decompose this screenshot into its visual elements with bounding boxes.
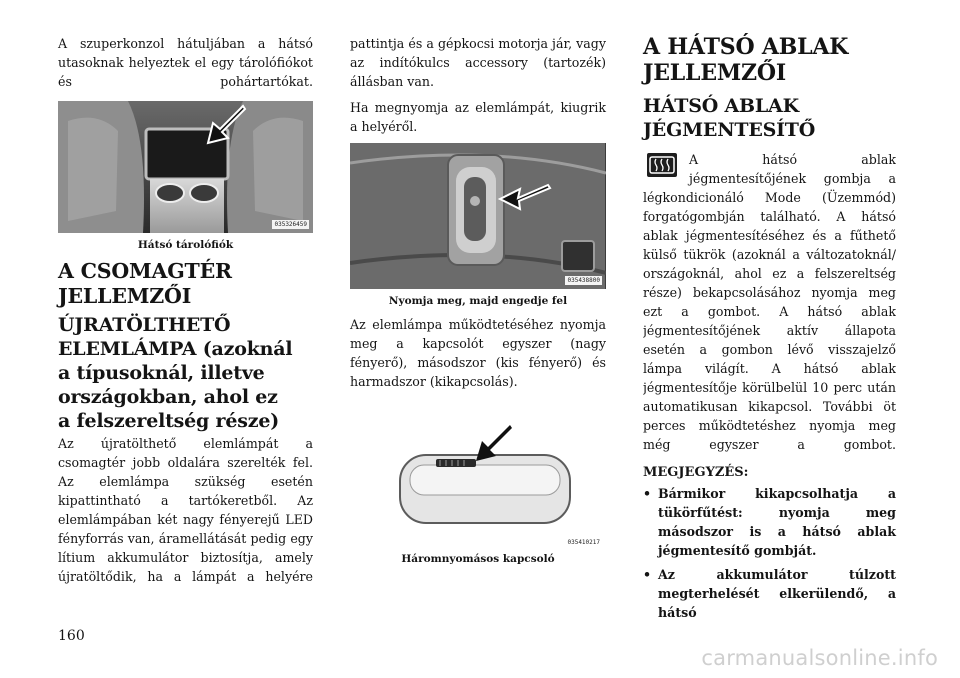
rear-storage-photo bbox=[58, 101, 313, 233]
figure-rear-storage bbox=[58, 101, 313, 233]
section-heading-cargo bbox=[58, 259, 313, 309]
list-item: • Az akkumulátor túlzott megterhelését elkerülendő, a hátsó bbox=[643, 567, 896, 620]
figure-caption: Háromnyomásos kapcsoló bbox=[401, 553, 555, 565]
heading-line: a típusoknál, illetve bbox=[58, 362, 265, 384]
heading-line: JELLEMZŐI bbox=[643, 60, 786, 86]
page-number: 160 bbox=[58, 628, 85, 644]
subsection-heading-flashlight bbox=[58, 313, 313, 433]
list-item-text: Bármikor kikapcsolhatja a tükörfűtést: nyomja meg másodszor is a hátsó ablak jégmentesítő gombját. bbox=[658, 486, 896, 558]
note-list bbox=[643, 484, 896, 622]
figure-caption: Nyomja meg, majd engedje fel bbox=[388, 295, 568, 307]
continued-paragraph: pattintja és a gépkocsi motorja jár, vagy az indítókulcs accessory (tartozék) állásban van. bbox=[350, 36, 606, 89]
flashlight-switch-drawing bbox=[350, 405, 606, 551]
heading-line: A CSOMAGTÉR bbox=[58, 259, 232, 283]
heading-line: A HÁTSÓ ABLAK bbox=[643, 34, 849, 60]
column-left bbox=[58, 34, 313, 593]
figure-code: 035438800 bbox=[567, 277, 600, 284]
figure-caption: Hátsó tárolófiók bbox=[137, 239, 234, 251]
figure-code: 035410217 bbox=[567, 539, 600, 546]
defroster-text-block bbox=[643, 150, 896, 461]
heading-line: HÁTSÓ ABLAK bbox=[643, 95, 799, 117]
heading-line: országokban, ahol ez bbox=[58, 386, 278, 408]
intro-paragraph: A szuperkonzol hátuljában a hátsó utasoknak helyeztek el egy tárolófiókot és pohártartókat. bbox=[58, 36, 313, 89]
list-item-text: Az akkumulátor túlzott megterhelését elkerülendő, a hátsó bbox=[658, 567, 896, 620]
switch-paragraph: Az elemlámpa működtetéséhez nyomja meg a kapcsolót egyszer (nagy fényerő), másodszor (kis fényerő) és harmadszor (kikapcsolás). bbox=[350, 317, 606, 389]
list-item: • Bármikor kikapcsolhatja a tükörfűtést: nyomja meg másodszor is a hátsó ablak jégmentesítő gombját. bbox=[643, 486, 896, 558]
note-heading: MEGJEGYZÉS: bbox=[643, 465, 749, 480]
defroster-paragraph: A hátsó ablak jégmentesítőjének gombja a légkondicionáló Mode (Üzemmód) forgatógombján található. A hátsó ablak jégmentesítéséhez és a fűthető külső tükrök (azoknál a változatoknál/ országoknál, ahol ez a felszereltség része) bekapcsolásához nyomja meg ezt a gombot. A hátsó ablak jégmentesítőjének aktív állapota esetén a gombon lévő visszajelző lámpa világít. A hátsó ablak jégmentesítője körülbelül 10 perc után automatikusan kikapcsol. További öt perces működtetéshez nyomja meg még egyszer a gombot. bbox=[643, 152, 896, 452]
flashlight-paragraph: Az újratölthető elemlámpát a csomagtér jobb oldalára szerelték fel. Az elemlámpa szükség esetén kipattintható a tartókeretből. Az elemlámpában két nagy fényerejű LED fényforrás van, áramellátását pedig egy lítium akkumulátor biztosítja, amely újratöltődik, ha a lámpát a helyére bbox=[58, 436, 313, 584]
subsection-heading-defroster bbox=[643, 94, 896, 142]
figure-press-release bbox=[350, 143, 606, 289]
figure-three-press-switch bbox=[350, 405, 606, 551]
rear-defrost-icon bbox=[647, 153, 677, 177]
watermark[interactable]: carmanualsonline.info bbox=[701, 646, 938, 670]
column-right bbox=[643, 34, 896, 627]
popout-paragraph: Ha megnyomja az elemlámpát, kiugrik a helyéről. bbox=[350, 100, 606, 134]
heading-line: JÉGMENTESÍTŐ bbox=[643, 119, 816, 141]
column-middle bbox=[350, 34, 606, 573]
section-heading-rear-window bbox=[643, 34, 896, 86]
heading-line: JELLEMZŐI bbox=[58, 284, 192, 308]
heading-line: ELEMLÁMPA (azoknál bbox=[58, 338, 293, 360]
heading-line: a felszereltség része) bbox=[58, 410, 280, 432]
heading-line: ÚJRATÖLTHETŐ bbox=[58, 314, 231, 336]
figure-code: 035326459 bbox=[274, 221, 307, 228]
flashlight-press-photo bbox=[350, 143, 606, 289]
